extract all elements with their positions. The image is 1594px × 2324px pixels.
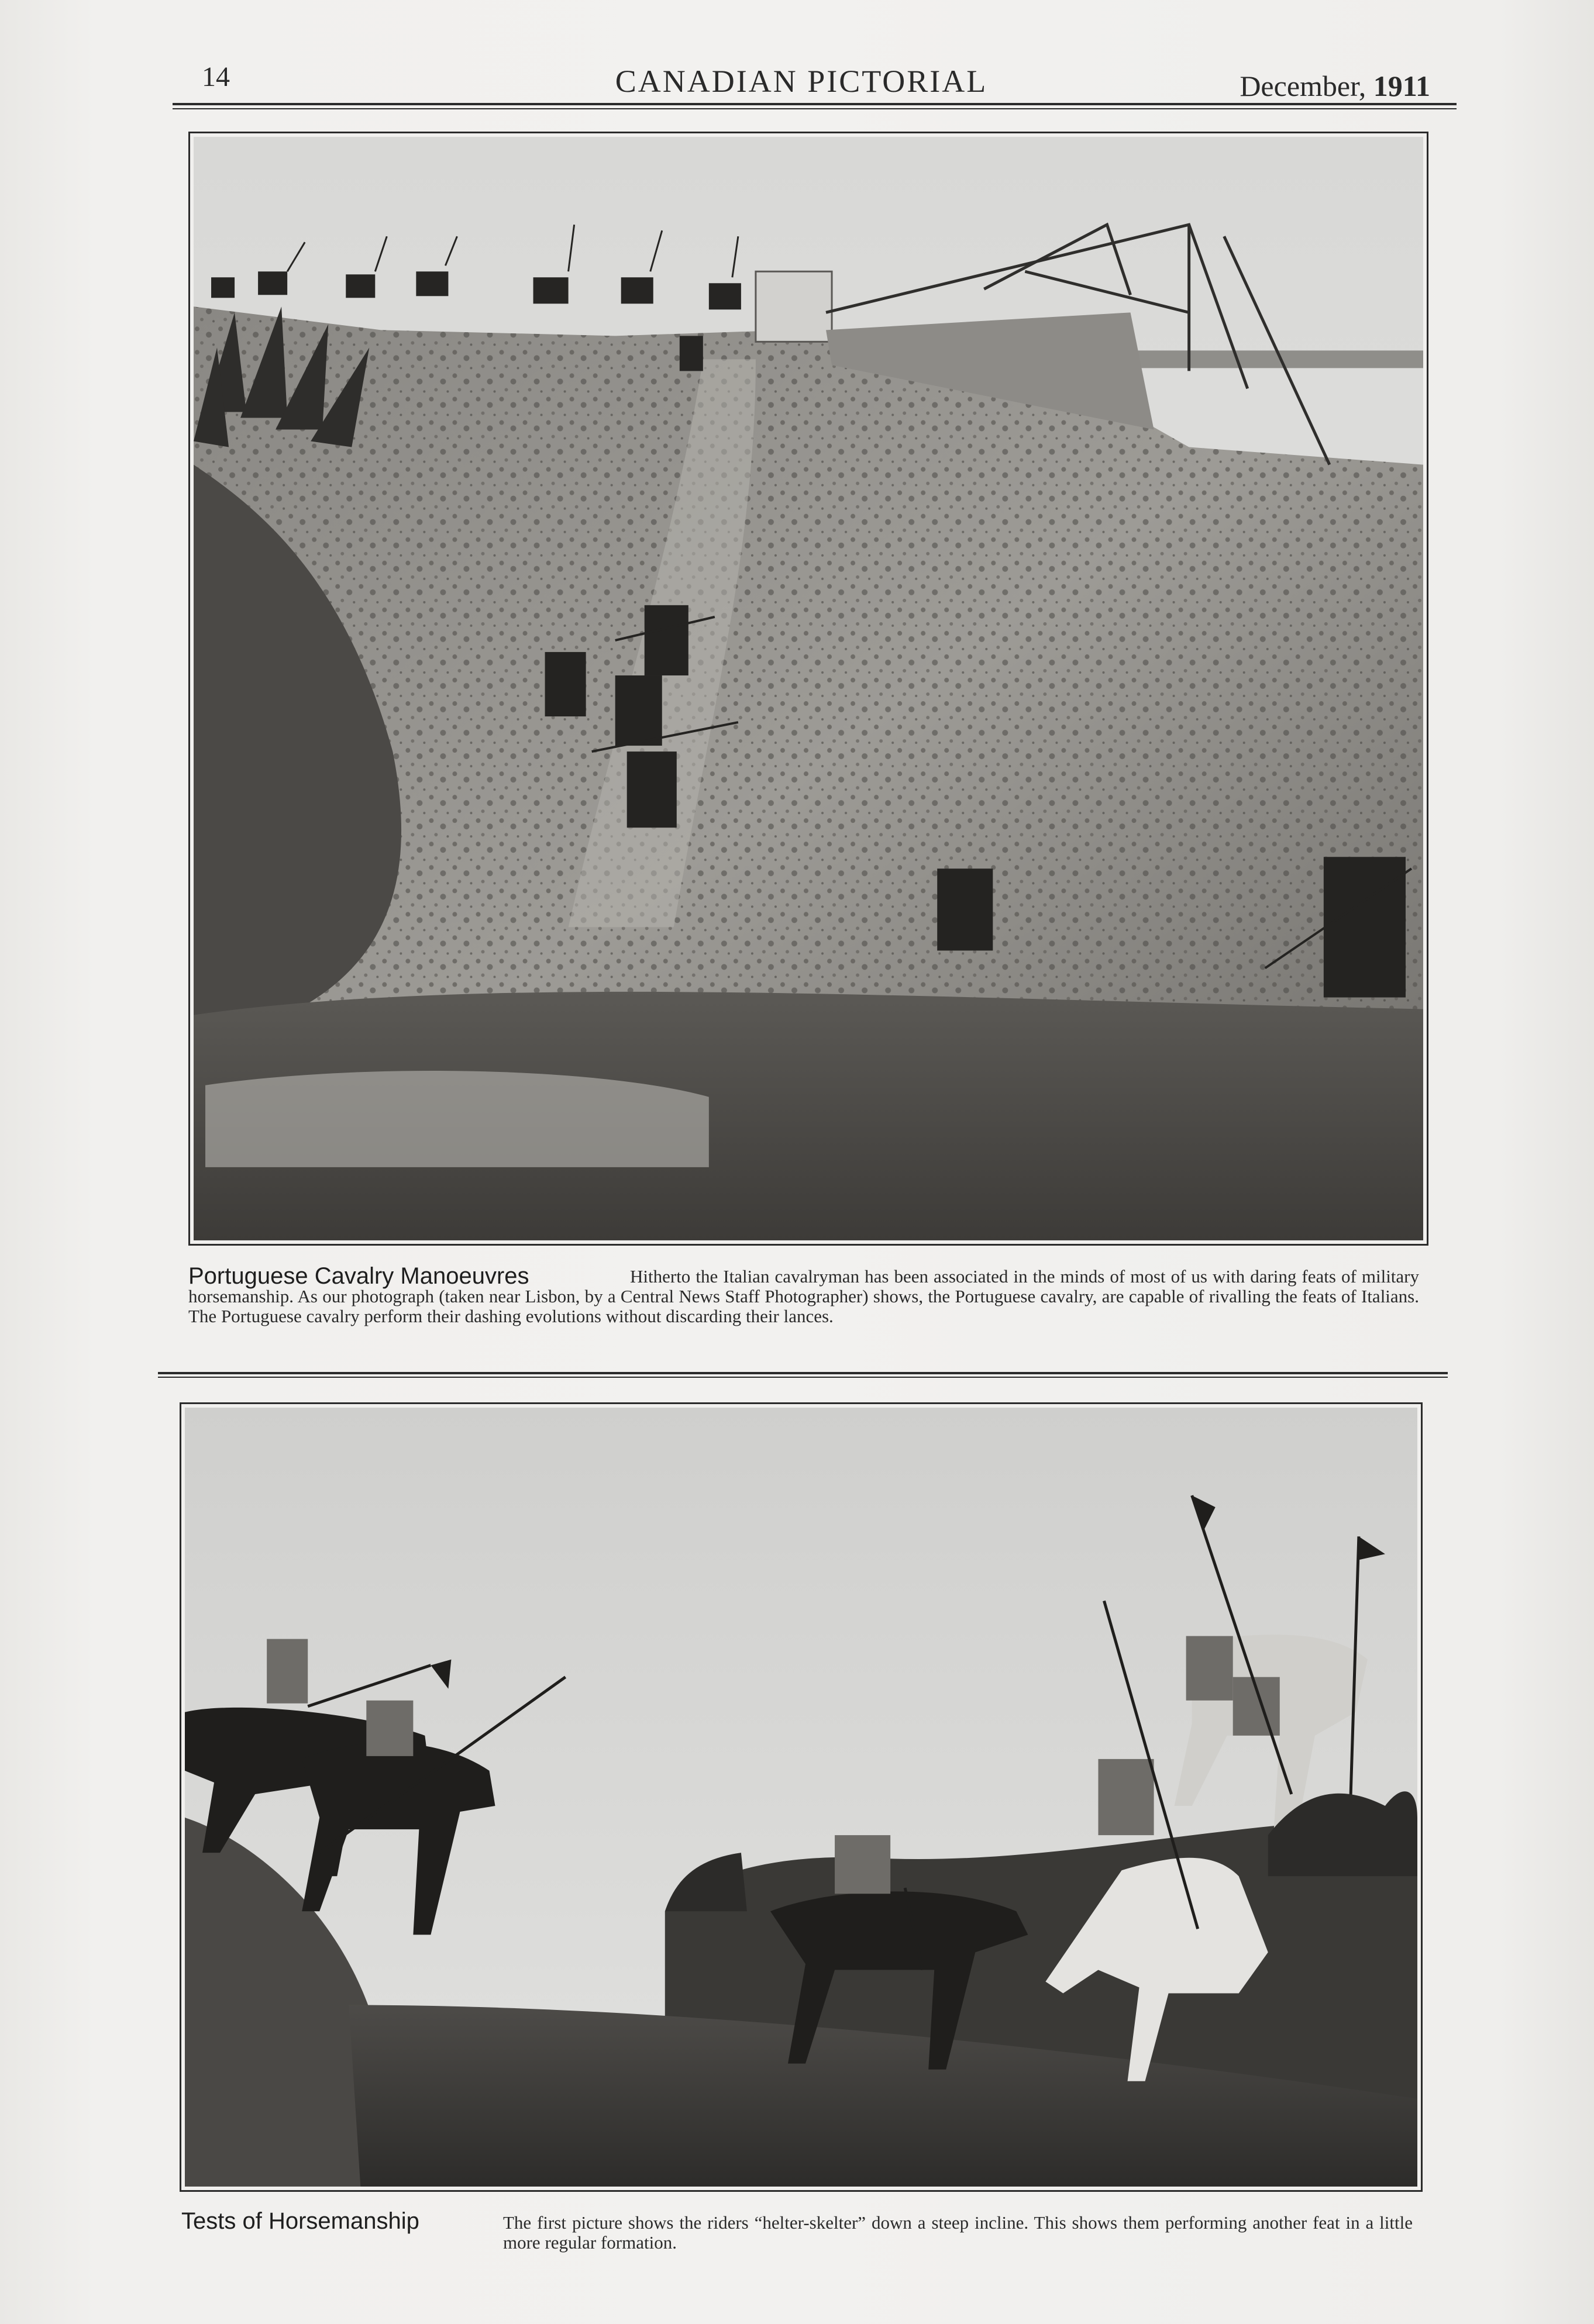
hillside-cavalry-illustration [194, 137, 1423, 1240]
page-number: 14 [202, 61, 230, 92]
page-header [173, 58, 1430, 105]
caption-horsemanship-text: The first picture shows the riders “helter-skelter” down a steep incline. This shows them performing another feat in a little more regular formation. [503, 2212, 1413, 2253]
horsemanship-illustration [185, 1408, 1417, 2187]
issue-month: December, [1240, 70, 1366, 102]
caption-horsemanship [503, 2213, 1413, 2253]
caption-cavalry [188, 1267, 1419, 1326]
issue-year: 1911 [1373, 70, 1430, 102]
section-title-cavalry: Portuguese Cavalry Manoeuvres [188, 1263, 529, 1289]
horsemanship-photo [180, 1402, 1423, 2192]
section-title-horsemanship: Tests of Horsemanship [181, 2208, 419, 2234]
cavalry-manoeuvres-photo [188, 132, 1428, 1246]
issue-date [1240, 69, 1430, 103]
header-rule [173, 103, 1457, 109]
magazine-title: CANADIAN PICTORIAL [615, 64, 988, 99]
section-divider [158, 1372, 1448, 1378]
caption-cavalry-text: Hitherto the Italian cavalryman has been associated in the minds of most of us with daring feats of military horsemanship. As our photograph (taken near Lisbon, by a Central News Staff Photographer) shows, the Portuguese cavalry, are capable of rivalling the feats of Italians. The Portuguese cavalry perform their dashing evolutions without discarding their lances. [188, 1266, 1419, 1326]
